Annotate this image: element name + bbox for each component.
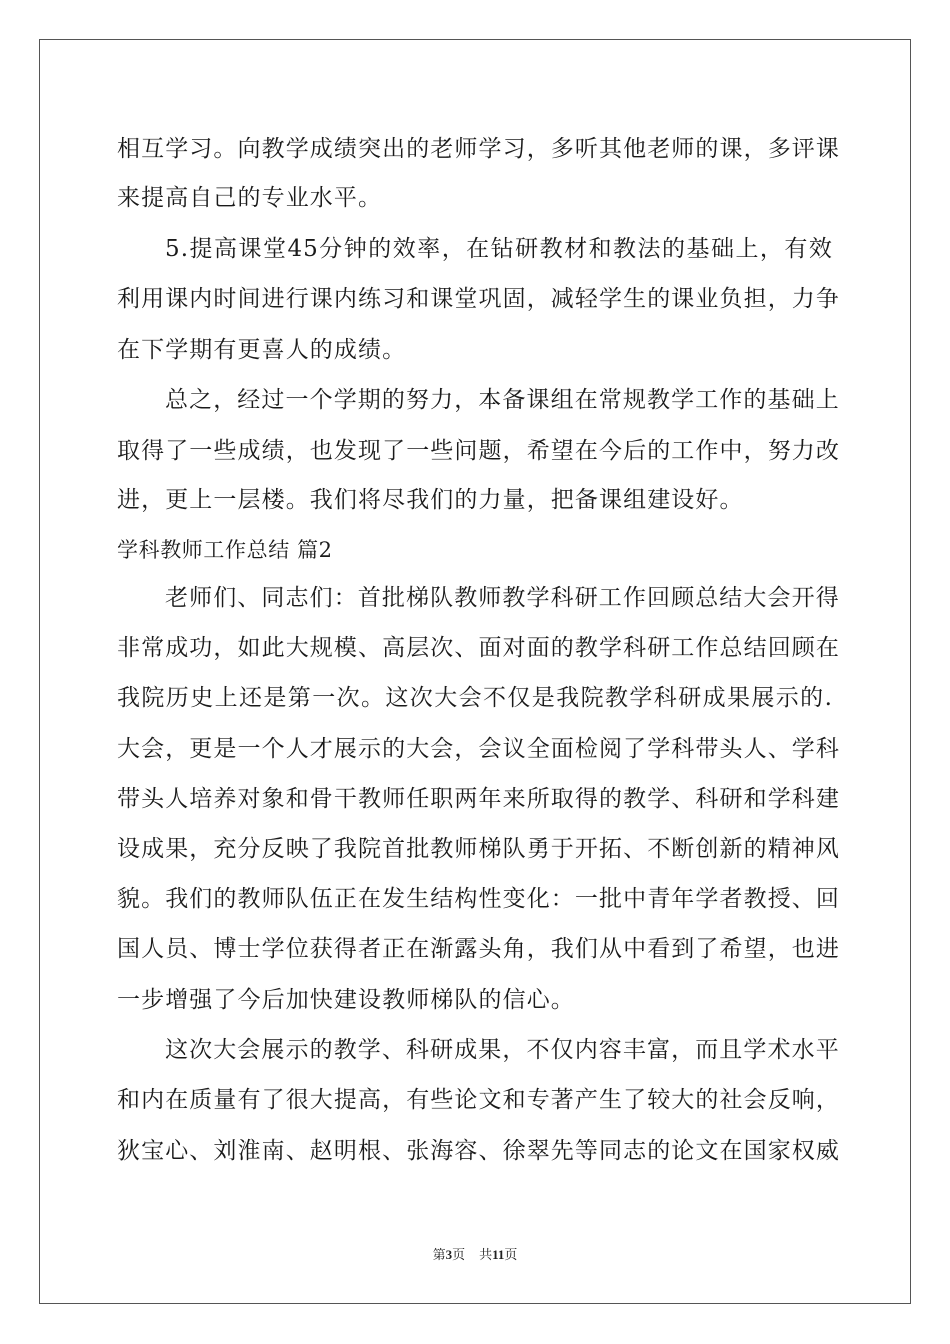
text-line-17: 国人员、博士学位获得者正在渐露头角，我们从中看到了希望，也进	[117, 936, 840, 962]
text-line-2: 来提高自己的专业水平。	[117, 185, 383, 211]
text-line-18: 一步增强了今后加快建设教师梯队的信心。	[117, 987, 575, 1013]
page-number: 3	[445, 1247, 453, 1262]
text-line-1: 相互学习。向教学成绩突出的老师学习，多听其他老师的课，多评课	[117, 136, 840, 162]
text-line-20: 和内在质量有了很大提高，有些论文和专著产生了较大的社会反响，	[117, 1087, 840, 1113]
text-line-16: 貌。我们的教师队伍正在发生结构性变化：一批中青年学者教授、回	[117, 886, 840, 912]
text-line-14: 带头人培养对象和骨干教师任职两年来所取得的教学、科研和学科建	[117, 786, 840, 812]
text-line-7: 取得了一些成绩，也发现了一些问题，希望在今后的工作中，努力改	[117, 438, 840, 464]
page-footer	[0, 1246, 950, 1264]
total-pages: 11	[492, 1247, 505, 1262]
page-prefix: 第	[432, 1247, 446, 1262]
total-suffix: 页	[504, 1247, 518, 1262]
total-prefix: 共	[479, 1247, 493, 1262]
text-line-12: 我院历史上还是第一次。这次大会不仅是我院教学科研成果展示的.	[117, 685, 833, 711]
text-line-5: 在下学期有更喜人的成绩。	[117, 337, 407, 363]
section-heading: 学科教师工作总结 篇2	[117, 538, 333, 562]
text-line-19: 这次大会展示的教学、科研成果，不仅内容丰富，而且学术水平	[165, 1037, 840, 1063]
text-line-21: 狄宝心、刘淮南、赵明根、张海容、徐翠先等同志的论文在国家权威	[117, 1138, 840, 1164]
text-line-4: 利用课内时间进行课内练习和课堂巩固，减轻学生的课业负担，力争	[117, 286, 840, 312]
text-line-6: 总之，经过一个学期的努力，本备课组在常规教学工作的基础上	[165, 387, 840, 413]
text-line-10: 老师们、同志们：首批梯队教师教学科研工作回顾总结大会开得	[165, 585, 840, 611]
text-line-15: 设成果，充分反映了我院首批教师梯队勇于开拓、不断创新的精神风	[117, 836, 840, 862]
text-line-8: 进，更上一层楼。我们将尽我们的力量，把备课组建设好。	[117, 487, 744, 513]
text-line-13: 大会，更是一个人才展示的大会，会议全面检阅了学科带头人、学科	[117, 736, 840, 762]
page-suffix: 页	[452, 1247, 466, 1262]
text-line-11: 非常成功，如此大规模、高层次、面对面的教学科研工作总结回顾在	[117, 635, 840, 661]
text-line-3: 5.提高课堂45分钟的效率，在钻研教材和教法的基础上，有效	[165, 236, 833, 262]
